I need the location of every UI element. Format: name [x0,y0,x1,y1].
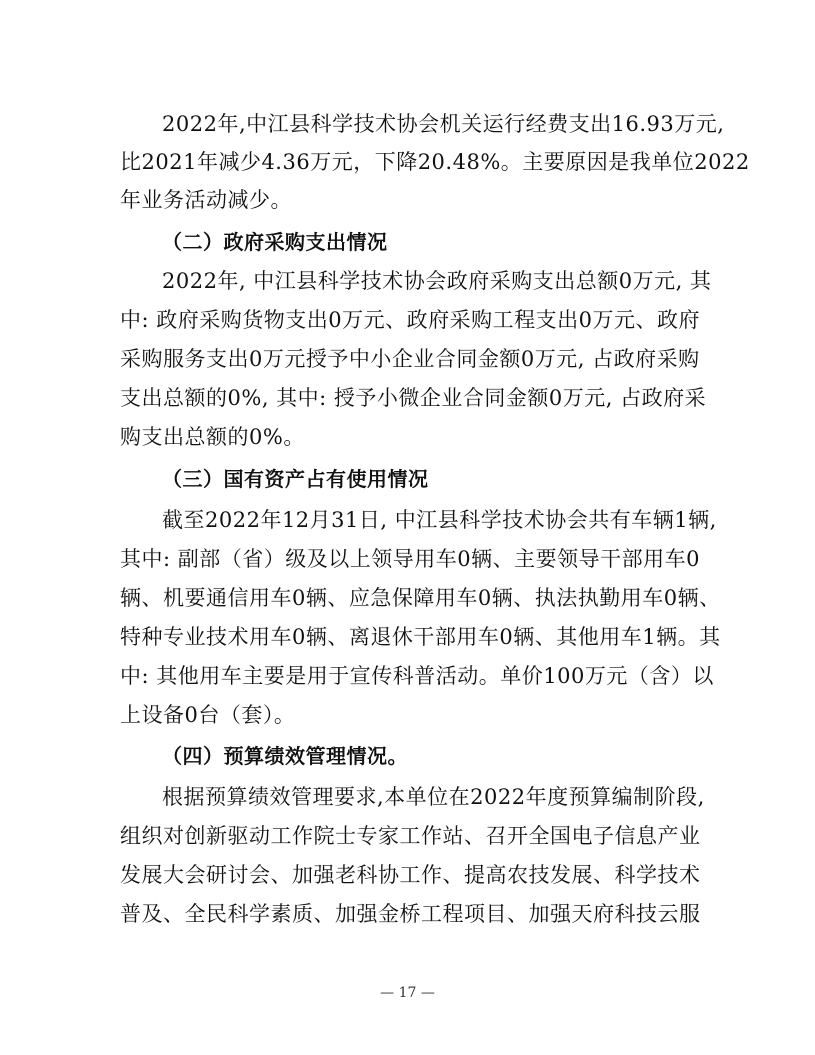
paragraph-line: 中: 政府采购货物支出0万元、政府采购工程支出0万元、政府 [120,308,700,332]
paragraph-line: 截至2022年12月31日, 中江县科学技术协会共有车辆1辆, [162,508,717,532]
paragraph-line: 支出总额的0%, 其中: 授予小微企业合同金额0万元, 占政府采 [120,386,707,410]
section-heading: （四）预算绩效管理情况。 [162,744,408,768]
paragraph-line: 2022年,中江县科学技术协会机关运行经费支出16.93万元, [162,112,725,136]
section-heading: （三）国有资产占有使用情况 [162,467,429,491]
section-heading: （二）政府采购支出情况 [162,230,388,254]
paragraph-line: 年业务活动减少。 [120,188,292,212]
paragraph-line: 特种专业技术用车0辆、离退休干部用车0辆、其他用车1辆。其 [120,625,721,649]
paragraph-line: 购支出总额的0%。 [120,425,305,449]
paragraph-line: 发展大会研讨会、加强老科协工作、提高农技发展、科学技术 [120,863,701,887]
page-number: — 17 — [380,985,435,1001]
paragraph-line: 普及、全民科学素质、加强金桥工程项目、加强天府科技云服 [120,902,701,926]
paragraph-line: 中: 其他用车主要是用于宣传科普活动。单价100万元（含）以 [120,664,714,688]
paragraph-line: 其中: 副部（省）级及以上领导用车0辆、主要领导干部用车0 [120,547,700,571]
paragraph-line: 组织对创新驱动工作院士专家工作站、召开全国电子信息产业 [120,824,701,848]
paragraph-line: 辆、机要通信用车0辆、应急保障用车0辆、执法执勤用车0辆、 [120,586,721,610]
paragraph-line: 采购服务支出0万元授予中小企业合同金额0万元, 占政府采购 [120,347,700,371]
paragraph-line: 比2021年减少4.36万元，下降20.48%。主要原因是我单位2022 [120,150,750,174]
paragraph-line: 根据预算绩效管理要求,本单位在2022年度预算编制阶段, [162,785,705,809]
paragraph-line: 上设备0台（套）。 [120,703,296,727]
paragraph-line: 2022年, 中江县科学技术协会政府采购支出总额0万元, 其 [162,269,712,293]
